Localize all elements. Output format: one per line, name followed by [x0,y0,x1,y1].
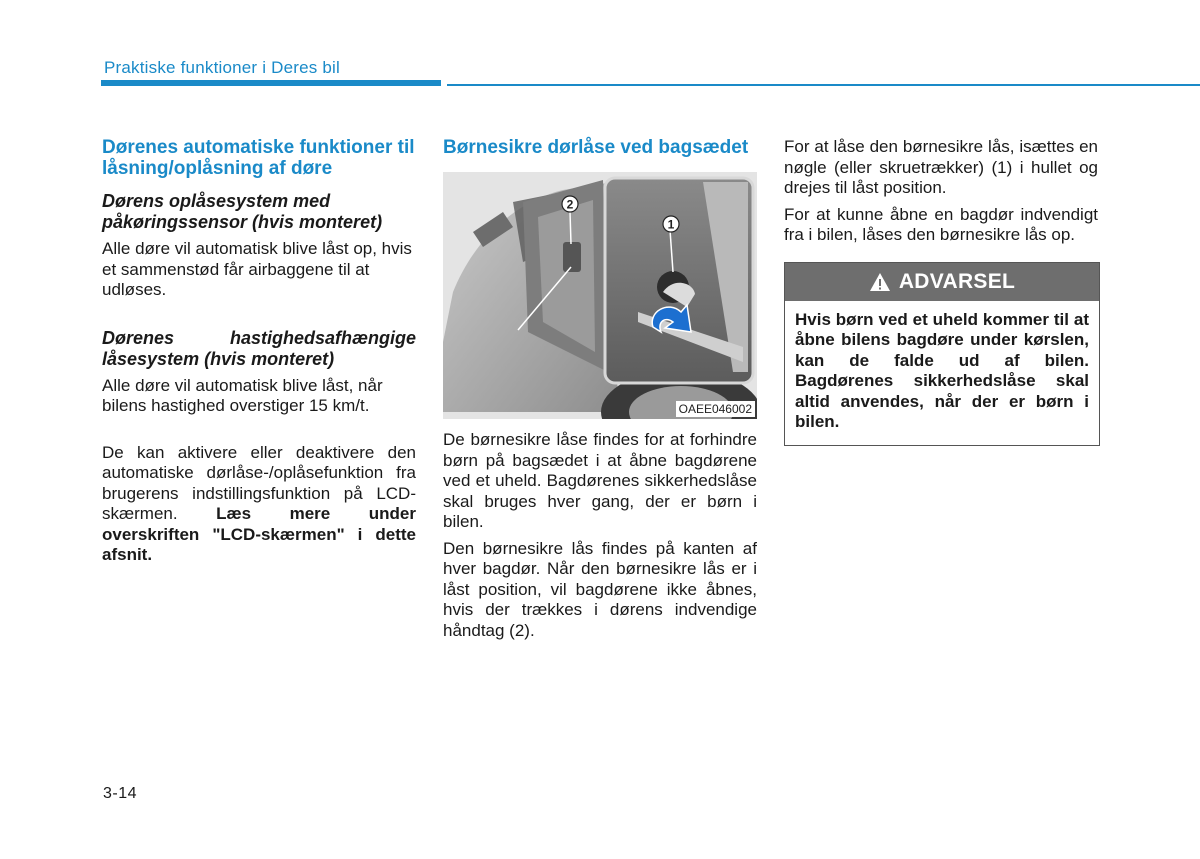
warning-header [785,263,1099,301]
subheading-speed-lock: Dørenes hastighedsafhængige låsesystem (hvis monteret) [102,327,416,369]
header-rule-thin [447,84,1200,86]
subheading-crash-unlock: Dørens oplåsesystem med påkøringssensor (hvis monteret) [102,191,383,232]
header-rule-thick [101,80,441,86]
paragraph-lcd-bold: Læs mere under overskriften "LCD-skærmen" i dette afsnit. [102,504,416,564]
paragraph-crash-unlock: Alle døre vil automatisk blive låst op, hvis et sammenstød får airbaggene til at udløses. [102,239,412,299]
paragraph-child-lock-purpose: De børnesikre låse findes for at forhindre børn på bagsædet i at åbne bagdørene ved et uheld. Bagdørenes sikkerhedslåse skal bruges hver gang, der er børn i bilen. [443,430,757,531]
section-title: Praktiske funktioner i Deres bil [104,58,340,77]
warning-body: Hvis børn ved et uheld kommer til at åbne bilens bagdøre under kørslen, kan de falde ud af bilen. Bagdørenes sikkerhedslåse skal altid anvendes, når der er børn i bilen. [795,309,1089,431]
column-middle [443,137,757,641]
paragraph-speed-lock: Alle døre vil automatisk blive låst, når bilens hastighed overstiger 15 km/t. [102,375,383,415]
column-right [784,137,1098,446]
warning-title: ADVARSEL [898,269,1016,293]
figure-code: OAEE046002 [676,401,755,417]
page-number: 3-14 [103,785,138,802]
heading-child-lock: Børnesikre dørlåse ved bagsædet [443,137,749,158]
paragraph-lcd-settings [102,443,416,566]
warning-triangle-icon [869,272,891,292]
callout-2-label: 2 [566,197,574,212]
heading-auto-lock: Dørenes automatiske funktioner til låsning/oplåsning af døre [102,137,415,179]
paragraph-unlock-instructions: For at kunne åbne en bagdør indvendigt fra i bilen, låses den børnesikre lås op. [784,204,1098,244]
warning-box [784,262,1100,446]
paragraph-lock-instructions: For at låse den børnesikre lås, isættes en nøgle (eller skruetrækker) (1) i hullet og drejes til låst position. [784,137,1098,197]
paragraph-lcd-normal: De kan aktivere eller deaktivere den automatiske dørlåse-/oplåsefunktion fra brugerens indstillingsfunktion på LCD-skærmen. [102,442,416,523]
callout-1-label: 1 [667,217,675,232]
child-lock-illustration [443,172,757,419]
column-left [102,137,416,566]
paragraph-child-lock-location: Den børnesikre lås findes på kanten af hver bagdør. Når den børnesikre lås er i låst position, vil bagdørene ikke åbnes, hvis der trækkes i dørens indvendige håndtag (2). [443,538,757,640]
car-door-drawing [443,172,757,419]
